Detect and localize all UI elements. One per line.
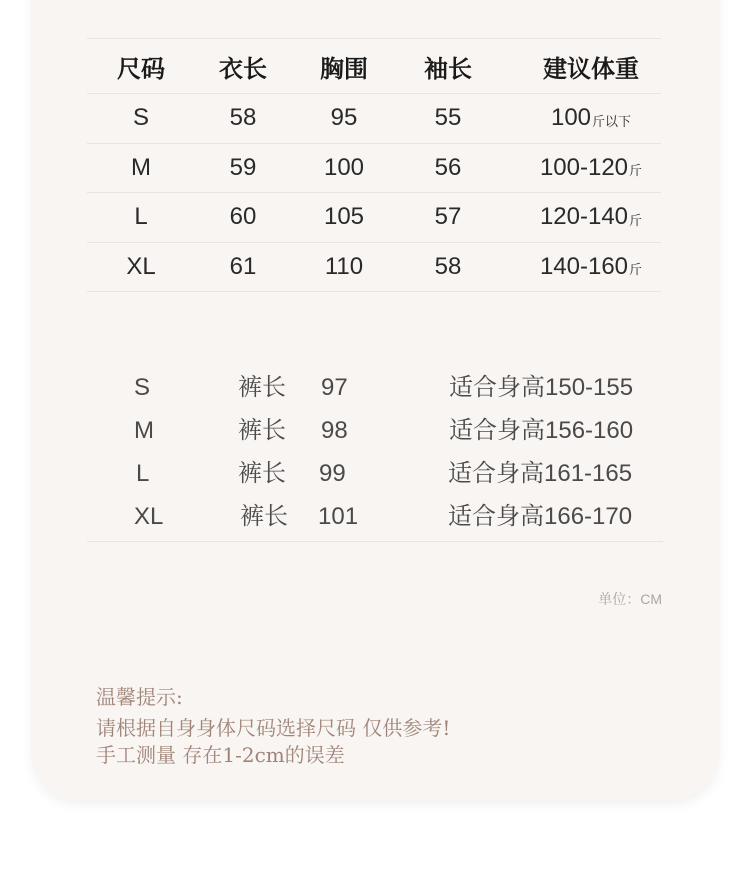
pants-length: 101 [318, 503, 359, 530]
cell-length: 59 [229, 153, 257, 181]
cell-size: XL [126, 252, 156, 280]
cell-weight [551, 94, 631, 143]
cell-size: M [131, 153, 151, 181]
pants-length: 99 [319, 460, 346, 487]
pants-size: XL [134, 503, 164, 530]
cell-weight [540, 144, 642, 193]
table-row [87, 192, 661, 242]
size-table [87, 38, 661, 292]
cell-weight [540, 193, 642, 242]
pants-label: 裤长 [240, 503, 288, 530]
header-weight: 建议体重 [543, 55, 639, 83]
unit-note: 单位：CM [598, 591, 662, 607]
pants-label: 裤长 [238, 374, 286, 401]
cell-length: 60 [229, 203, 257, 231]
header-sleeve: 袖长 [424, 55, 472, 83]
weight-unit: 斤 [629, 163, 643, 178]
pants-fit-height: 适合身高156-160 [449, 417, 634, 444]
divider [87, 541, 663, 542]
table-row [87, 242, 661, 293]
pants-length: 97 [321, 374, 348, 401]
list-item [87, 452, 663, 495]
pants-fit-height: 适合身高166-170 [448, 503, 633, 530]
pants-label: 裤长 [238, 460, 286, 487]
weight-value: 140-160 [539, 252, 629, 280]
pants-fit-height: 适合身高150-155 [449, 374, 634, 401]
size-table-header [87, 38, 661, 93]
table-row [87, 143, 661, 193]
list-item [87, 495, 663, 538]
cell-weight [540, 243, 642, 292]
list-item [87, 409, 663, 452]
pants-size-table [87, 366, 663, 538]
cell-size: L [134, 203, 148, 231]
weight-value: 100-120 [539, 153, 629, 181]
pants-label: 裤长 [238, 417, 286, 444]
cell-length: 61 [229, 252, 257, 280]
weight-value: 120-140 [539, 203, 629, 231]
cell-length: 58 [229, 104, 257, 132]
tips-block [96, 684, 450, 769]
cell-sleeve: 55 [434, 104, 462, 132]
cell-chest: 95 [330, 104, 358, 132]
pants-size: L [136, 460, 150, 487]
pants-fit-height: 适合身高161-165 [448, 460, 633, 487]
pants-size: S [134, 374, 151, 401]
weight-unit: 斤 [629, 212, 643, 228]
cell-sleeve: 56 [434, 153, 462, 181]
cell-sleeve: 57 [434, 203, 462, 231]
cell-chest: 105 [323, 203, 365, 231]
cell-chest: 110 [324, 252, 364, 280]
weight-unit: 斤以下 [592, 113, 632, 129]
header-size: 尺码 [117, 55, 165, 83]
tips-line: 请根据自身身体尺码选择尺码 仅供参考! [96, 716, 451, 740]
header-chest: 胸围 [320, 55, 368, 83]
header-length: 衣长 [219, 55, 267, 83]
cell-size: S [132, 104, 150, 132]
tips-title: 温馨提示: [96, 685, 183, 709]
cell-sleeve: 58 [434, 252, 462, 280]
tips-line: 手工测量 存在1-2cm的误差 [96, 743, 345, 767]
list-item [87, 366, 663, 409]
cell-chest: 100 [323, 153, 365, 181]
weight-value: 100 [550, 104, 592, 132]
weight-unit: 斤 [629, 262, 643, 277]
table-row [87, 93, 661, 143]
pants-size: M [134, 417, 154, 444]
pants-length: 98 [321, 417, 348, 444]
